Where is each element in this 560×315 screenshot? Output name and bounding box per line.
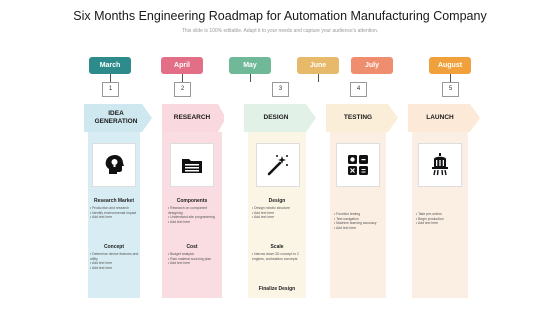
stage-icon-box xyxy=(170,143,214,187)
section-cost: Cost • Budget analysis • Raw material sourcing plan • Add text here xyxy=(164,244,220,266)
month-tab: August xyxy=(429,57,471,74)
section-launch: • Take pre-orders • Begin production • Add text here xyxy=(412,210,468,226)
roadmap-column-july xyxy=(346,0,414,315)
step-number: 4 xyxy=(350,82,367,97)
section-components: Components • Research on component designing • Understand site programming • Add text here xyxy=(164,198,220,224)
month-tab: March xyxy=(89,57,131,74)
section-concept: Concept • Determine device features and utility • Add text here • Add text here xyxy=(86,244,142,270)
section-testing: • Function testing • Test navigation • Machine learning accuracy • Add text here xyxy=(330,210,386,230)
connector-line xyxy=(250,74,251,82)
connector-line xyxy=(450,74,451,82)
roadmap-column-may xyxy=(224,0,299,315)
month-tab: May xyxy=(229,57,271,74)
section-scale: Scale • Narrow down 3D concept to 2 engines, workstation concepts xyxy=(248,244,306,261)
stage-label: LAUNCH xyxy=(426,114,454,121)
connector-line xyxy=(182,74,183,82)
roadmap-column-august xyxy=(417,0,492,315)
section-research-market: Research Market • Production and research • Identify environmental impact • Add text here xyxy=(86,198,142,220)
stage-label: DESIGN xyxy=(263,114,289,121)
step-number: 5 xyxy=(442,82,459,97)
stage-label: TESTING xyxy=(343,114,373,121)
connector-line xyxy=(110,74,111,82)
month-tab: April xyxy=(161,57,203,74)
section-finalize-design: Finalize Design xyxy=(258,286,296,292)
robot-arm-icon xyxy=(430,153,450,177)
stage-label: IDEA GENERATION xyxy=(94,110,138,125)
month-tab: July xyxy=(351,57,393,74)
head-lightbulb-icon xyxy=(103,154,125,176)
step-number: 2 xyxy=(174,82,191,97)
connector-line xyxy=(318,74,319,82)
folder-icon xyxy=(181,156,203,174)
step-number: 1 xyxy=(102,82,119,97)
roadmap-column-april xyxy=(156,0,224,315)
month-tab: June xyxy=(297,57,339,74)
page-subtitle: This slide is 100% editable. Adapt it to your needs and capture your audience's attention. xyxy=(181,28,379,34)
page-title: Six Months Engineering Roadmap for Automation Manufacturing Company xyxy=(73,9,487,23)
stage-icon-box xyxy=(92,143,136,187)
step-number: 3 xyxy=(272,82,289,97)
stage-icon-box xyxy=(418,143,462,187)
magic-wand-icon xyxy=(266,153,290,177)
section-design: Design • Design robotic structure • Add text here • Add text here xyxy=(248,198,306,220)
stage-label: RESEARCH xyxy=(173,114,211,121)
roadmap-column-march xyxy=(84,0,152,315)
